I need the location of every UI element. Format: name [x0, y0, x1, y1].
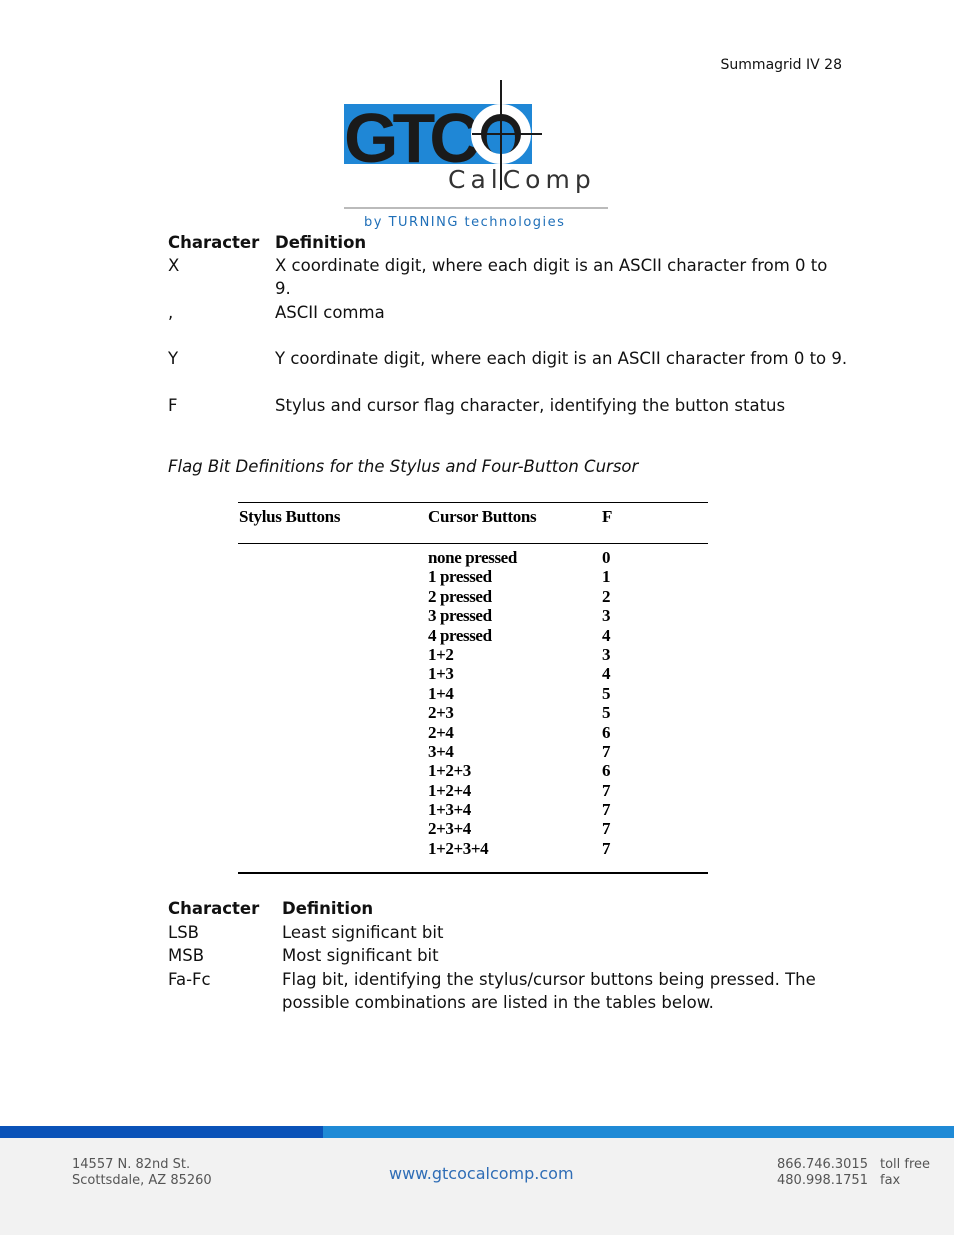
table-caption: Flag Bit Definitions for the Stylus and Four-Button Cursor — [168, 457, 639, 476]
page-footer — [0, 1138, 954, 1235]
table-row — [238, 626, 708, 645]
cursor-cell: 2+4 — [428, 722, 454, 742]
table-row — [168, 301, 848, 348]
table-row — [238, 781, 708, 800]
header-character: Character — [168, 233, 260, 252]
character-cell: MSB — [168, 946, 205, 965]
header-f: F — [602, 507, 613, 526]
definition-cell: Least significant bit — [282, 922, 444, 942]
table-row — [238, 723, 708, 742]
flag-value-cell: 7 — [602, 819, 611, 839]
table-row — [168, 394, 848, 441]
header-definition: Definition — [275, 233, 367, 252]
definition-table-2 — [168, 897, 818, 1015]
table-row — [168, 347, 848, 394]
stylus-cell — [238, 781, 428, 800]
stylus-cell — [238, 742, 428, 761]
definition-table-1 — [168, 231, 848, 440]
phone-fax: 480.998.1751 — [777, 1173, 868, 1188]
stylus-cell — [238, 587, 428, 606]
logo-sub: CalComp — [448, 165, 596, 194]
definition-cell: Stylus and cursor flag character, identifying the button status — [275, 395, 786, 415]
flag-value-cell: 5 — [602, 703, 611, 723]
table-row — [238, 606, 708, 625]
cursor-cell: 1+2+3+4 — [428, 838, 489, 858]
stylus-cell — [238, 723, 428, 742]
definition-cell: Most significant bit — [282, 946, 439, 965]
table-rule-bottom — [238, 872, 708, 874]
cursor-cell: 1+2+4 — [428, 780, 471, 800]
table-rule-top — [238, 502, 708, 503]
flag-value-cell: 3 — [602, 644, 611, 664]
stylus-cell — [238, 548, 428, 567]
stylus-cell — [238, 645, 428, 664]
cursor-cell: 1+3+4 — [428, 800, 471, 820]
cursor-cell: 2 pressed — [428, 586, 492, 606]
flag-value-cell: 6 — [602, 761, 611, 781]
table-row — [238, 819, 708, 838]
cursor-cell: none pressed — [428, 548, 517, 567]
page-header-label: Summagrid IV 28 — [720, 57, 842, 73]
footer-address — [72, 1157, 212, 1189]
definition-table-header — [168, 231, 848, 254]
cursor-cell: 3 pressed — [428, 606, 492, 626]
stylus-cell — [238, 703, 428, 722]
address-line-2: Scottsdale, AZ 85260 — [72, 1173, 212, 1188]
table-row — [238, 587, 708, 606]
stylus-cell — [238, 819, 428, 838]
cursor-cell: 2+3+4 — [428, 819, 471, 839]
header-cursor-buttons: Cursor Buttons — [428, 507, 537, 526]
definition-table-header — [168, 897, 818, 921]
character-cell: Fa-Fc — [168, 969, 211, 989]
flag-value-cell: 4 — [602, 625, 611, 645]
cursor-cell: 2+3 — [428, 703, 454, 723]
stylus-cell — [238, 626, 428, 645]
table-row — [238, 839, 708, 858]
stylus-cell — [238, 684, 428, 703]
cursor-cell: 1+3 — [428, 664, 454, 684]
table-row — [238, 567, 708, 586]
stylus-cell — [238, 664, 428, 683]
table-row — [238, 703, 708, 722]
header-stylus-buttons: Stylus Buttons — [239, 507, 341, 526]
footer-bar-dark — [0, 1126, 323, 1138]
stylus-cell — [238, 800, 428, 819]
flag-value-cell: 0 — [602, 548, 611, 567]
footer-website-link[interactable]: www.gtcocalcomp.com — [389, 1164, 574, 1183]
cursor-cell: 1+2 — [428, 644, 454, 664]
table-row — [168, 254, 848, 301]
stylus-cell — [238, 839, 428, 858]
footer-bar-light — [323, 1126, 954, 1138]
flag-value-cell: 4 — [602, 664, 611, 684]
cursor-cell: 1+4 — [428, 683, 454, 703]
flag-value-cell: 6 — [602, 722, 611, 742]
definition-cell: ASCII comma — [275, 302, 385, 322]
footer-color-bar — [0, 1126, 954, 1138]
stylus-cell — [238, 567, 428, 586]
flag-value-cell: 7 — [602, 838, 611, 858]
label-fax: fax — [880, 1173, 901, 1188]
cursor-cell: 4 pressed — [428, 625, 492, 645]
header-definition: Definition — [282, 899, 374, 918]
table-row — [238, 761, 708, 780]
table-row — [168, 921, 818, 945]
stylus-cell — [238, 761, 428, 780]
footer-phones — [777, 1157, 868, 1189]
table-row — [238, 800, 708, 819]
table-row — [238, 664, 708, 683]
flag-value-cell: 7 — [602, 741, 611, 761]
table-row — [238, 645, 708, 664]
stylus-cell — [238, 606, 428, 625]
flag-value-cell: 1 — [602, 567, 611, 587]
flag-value-cell: 2 — [602, 586, 611, 606]
table-row — [238, 684, 708, 703]
table-row — [168, 944, 818, 968]
definition-cell: Flag bit, identifying the stylus/cursor buttons being pressed. The possible combinations are listed in the tables below. — [282, 969, 816, 1012]
flag-value-cell: 3 — [602, 606, 611, 626]
table-row — [168, 968, 818, 1015]
logo-tagline: by TURNING technologies — [364, 215, 566, 230]
table-row — [238, 742, 708, 761]
character-cell: F — [168, 395, 178, 415]
definition-cell: Y coordinate digit, where each digit is an ASCII character from 0 to 9. — [275, 349, 848, 368]
table-row — [238, 548, 708, 567]
flag-value-cell: 7 — [602, 800, 611, 820]
character-cell: X — [168, 256, 180, 275]
phone-toll-free: 866.746.3015 — [777, 1157, 868, 1172]
character-cell: , — [168, 302, 174, 322]
address-line-1: 14557 N. 82nd St. — [72, 1157, 191, 1172]
character-cell: Y — [168, 349, 179, 368]
flag-value-cell: 5 — [602, 683, 611, 703]
character-cell: LSB — [168, 922, 199, 942]
flag-value-cell: 7 — [602, 780, 611, 800]
cursor-cell: 1+2+3 — [428, 761, 471, 781]
company-logo — [344, 80, 610, 230]
cursor-cell: 3+4 — [428, 741, 454, 761]
flag-bit-table — [238, 502, 708, 874]
footer-phone-labels — [880, 1157, 930, 1189]
cursor-cell: 1 pressed — [428, 567, 492, 587]
header-character: Character — [168, 899, 260, 918]
flag-table-body — [238, 548, 708, 858]
definition-cell: X coordinate digit, where each digit is an ASCII character from 0 to 9. — [275, 256, 828, 298]
table-rule-mid — [238, 543, 708, 544]
logo-letters: GTCO — [344, 99, 523, 177]
label-toll-free: toll free — [880, 1157, 931, 1172]
